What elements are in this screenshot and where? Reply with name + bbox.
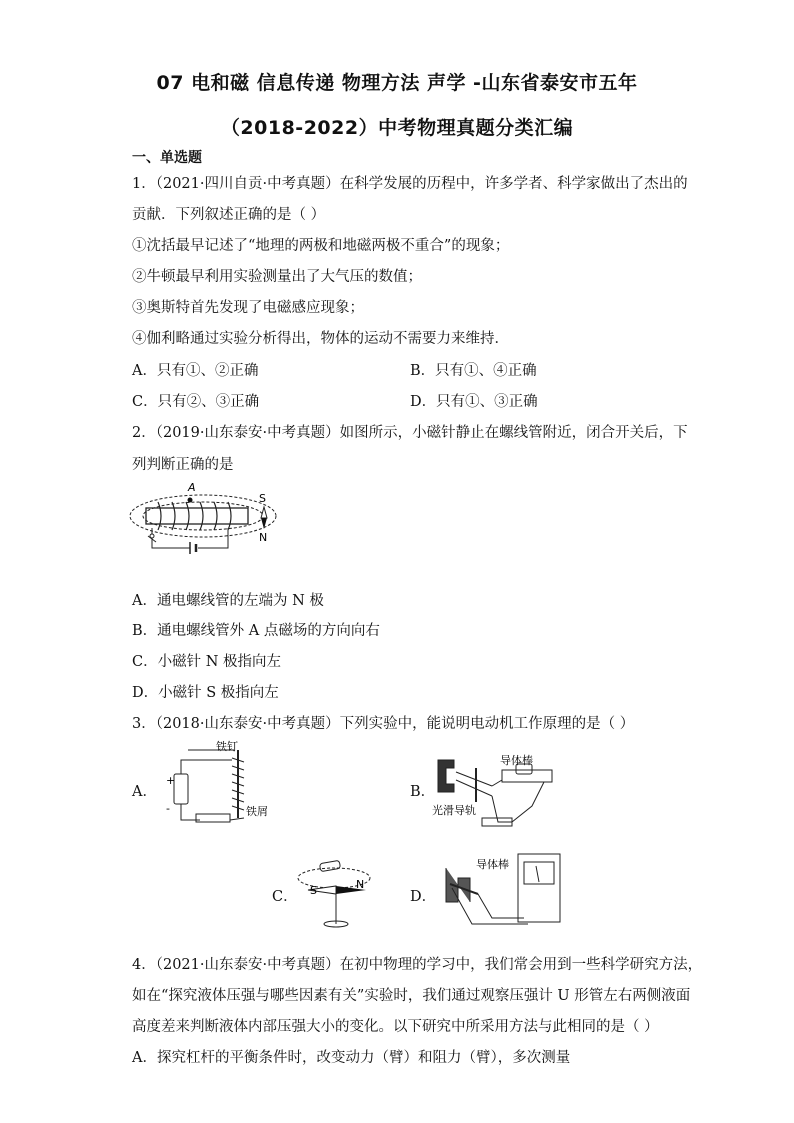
q3-stem: 3．（2018·山东泰安·中考真题）下列实验中，能说明电动机工作原理的是（ ） [132,716,635,732]
galvanometer-figure [432,848,572,938]
q3-option-b: B． [410,784,436,800]
q2-option-b: B．通电螺线管外 A 点磁场的方向向右 [132,623,380,639]
q1-option-c: C．只有②、③正确 [132,394,260,410]
q1-option-a: A．只有①、②正确 [132,363,259,379]
q1-statement-3: ③奥斯特首先发现了电磁感应现象； [132,300,364,316]
q1-stem-line1: 1．（2021·四川自贡·中考真题）在科学发展的历程中，许多学者、科学家做出了杰出的 [132,176,688,192]
fig3a-label-nail: 铁钉 [216,740,238,753]
q2-option-a: A．通电螺线管的左端为 N 极 [132,593,324,609]
q1-statement-1: ①沈括最早记述了“地理的两极和地磁两极不重合”的现象； [132,238,510,254]
svg-text:+: + [166,774,176,787]
q4-option-a: A．探究杠杆的平衡条件时，改变动力（臂）和阻力（臂），多次测量 [132,1050,571,1066]
q4-stem-line2: 如在“探究液体压强与哪些因素有关”实验时，我们通过观察压强计 U 形管左右两侧液面 [132,988,691,1004]
section-heading: 一、单选题 [132,150,202,166]
q4-stem-line3: 高度差来判断液体内部压强大小的变化。以下研究中所采用方法与此相同的是（ ） [132,1019,659,1035]
q1-statement-4: ④伽利略通过实验分析得出，物体的运动不需要力来维持． [132,331,509,347]
solenoid-figure [128,480,288,570]
rail-figure [432,746,562,836]
svg-text:-: - [166,802,170,815]
compass-figure [292,850,382,935]
fig2-label-n: N [259,531,268,544]
fig2-label-a: A [188,481,196,494]
q3-option-a: A． [132,784,157,800]
page-title-line1: 07 电和磁 信息传递 物理方法 声学 -山东省泰安市五年 [156,72,638,94]
q3-option-c: C． [272,889,298,905]
q2-stem-line1: 2．（2019·山东泰安·中考真题）如图所示，小磁针静止在螺线管附近，闭合开关后，下 [132,425,688,441]
fig3b-label-rail: 光滑导轨 [432,804,476,817]
q3-option-d: D． [410,889,437,905]
q2-option-c: C．小磁针 N 极指向左 [132,654,281,670]
q4-stem-line1: 4．（2021·山东泰安·中考真题）在初中物理的学习中，我们常会用到一些科学研究方法， [132,957,703,973]
fig3c-label-s: S [310,884,317,897]
q2-stem-line2: 列判断正确的是 [132,457,234,473]
fig2-label-s: S [259,492,266,505]
fig3c-label-n: N [356,878,365,891]
page-title-line2: （2018-2022）中考物理真题分类汇编 [220,117,574,139]
q1-stem-line2: 贡献．下列叙述正确的是（ ） [132,207,326,223]
fig3d-label-rod: 导体棒 [476,858,509,871]
fig3b-label-rod: 导体棒 [500,754,533,767]
fig3a-label-filings: 铁屑 [246,805,268,818]
q2-option-d: D．小磁针 S 极指向左 [132,685,279,701]
electromagnet-figure [160,740,270,835]
q1-statement-2: ②牛顿最早利用实验测量出了大气压的数值； [132,269,422,285]
q1-option-d: D．只有①、③正确 [410,394,538,410]
q1-option-b: B．只有①、④正确 [410,363,537,379]
